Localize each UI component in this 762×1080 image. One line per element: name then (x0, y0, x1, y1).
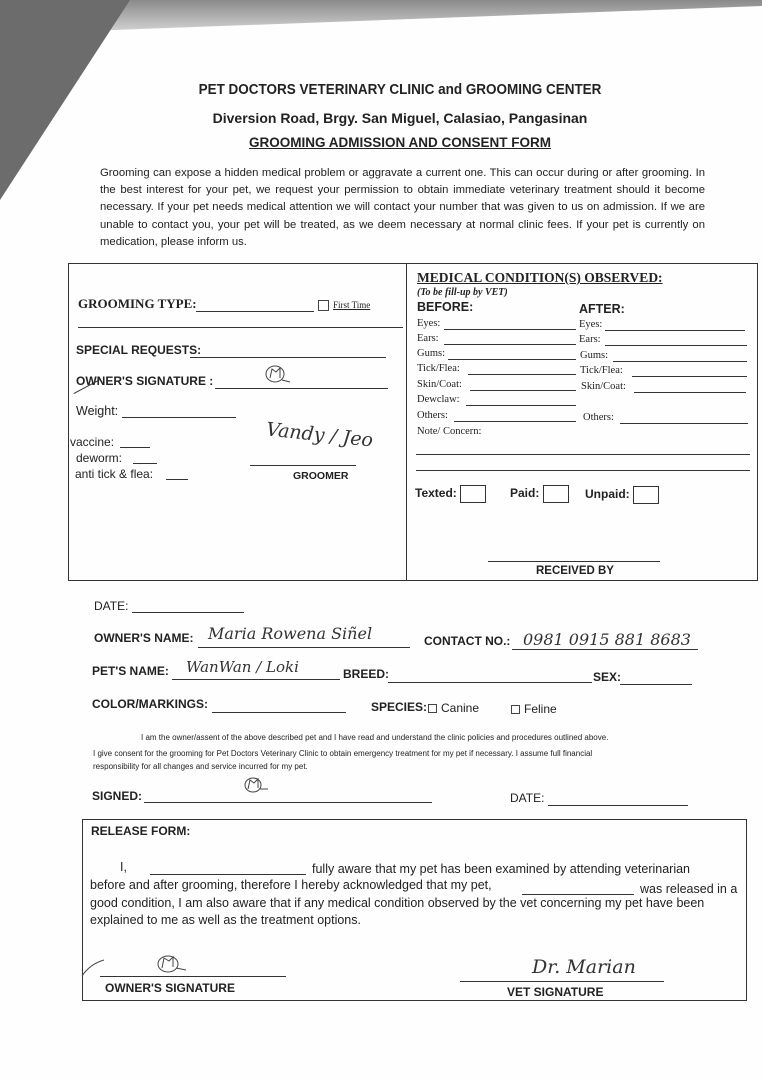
paid-option[interactable] (510, 485, 569, 503)
owner-initials-signature (262, 364, 292, 386)
anti-tick-field[interactable] (166, 479, 188, 480)
signed-field[interactable] (144, 802, 432, 803)
groomer-label: GROOMER (293, 470, 349, 482)
note-line-1[interactable] (416, 454, 750, 455)
date-label: DATE: (94, 599, 129, 613)
weight-field[interactable] (122, 417, 236, 418)
owner-name-label: OWNER'S NAME: (94, 631, 194, 645)
release-owner-signature-mark (80, 950, 190, 980)
sex-label: SEX: (593, 670, 622, 684)
contact-value: 0981 0915 881 8683 (523, 630, 691, 649)
first-time-checkbox[interactable] (318, 300, 329, 311)
after-skincoat-field[interactable] (634, 392, 746, 393)
intro-paragraph: Grooming can expose a hidden medical problem or aggravate a current one. This can occur during or after grooming. In the best interest for your pet, we request your permission to obtain immediate veterinary treatment should it become necessary. If your pet needs medical attention we will contact your number that was given to us on admission. If we are unable to contact you, your pet will be treated, as we deem necessary at normal clinic fees. If your pet is currently on medication, please inform us. (100, 167, 705, 248)
texted-label: Texted: (415, 486, 457, 501)
before-others-field[interactable] (454, 421, 576, 422)
consent-line-2: I give consent for the grooming for Pet Doctors Veterinary Clinic to obtain emergency treatment for my pet if necessary. I assume full financial (93, 749, 593, 758)
release-text-d: was released in a (640, 882, 738, 896)
contact-label: CONTACT NO.: (424, 634, 511, 648)
before-gums-field[interactable] (448, 359, 576, 360)
before-gums-label: Gums: (417, 348, 446, 359)
release-pet-name-field[interactable] (522, 894, 634, 895)
vet-signature-value: Dr. Marian (532, 956, 636, 978)
breed-label: BREED: (343, 667, 390, 681)
color-markings-field[interactable] (212, 712, 346, 713)
note-concern-label: Note/ Concern: (417, 426, 482, 437)
breed-field[interactable] (388, 682, 592, 683)
before-label: BEFORE: (417, 300, 474, 314)
special-requests-field[interactable] (190, 357, 386, 358)
before-eyes-label: Eyes: (417, 318, 441, 329)
pet-name-label: PET'S NAME: (92, 664, 169, 678)
clinic-address: Diversion Road, Brgy. San Miguel, Calasiao, Pangasinan (212, 110, 588, 126)
groomer-field[interactable] (250, 465, 356, 466)
paid-checkbox[interactable] (543, 485, 569, 503)
after-others-label: Others: (583, 412, 614, 423)
after-eyes-label: Eyes: (579, 319, 603, 330)
medical-condition-subtitle: (To be fill-up by VET) (417, 287, 508, 298)
signed-label: SIGNED: (92, 789, 143, 803)
after-ears-label: Ears: (579, 334, 601, 345)
after-label: AFTER: (579, 302, 625, 316)
box-divider (406, 263, 407, 581)
medical-condition-title: MEDICAL CONDITION(S) OBSERVED: (417, 270, 663, 285)
after-eyes-field[interactable] (605, 330, 745, 331)
unpaid-option[interactable] (585, 486, 659, 504)
special-requests-label: SPECIAL REQUESTS: (76, 343, 202, 357)
received-by-label: RECEIVED BY (536, 565, 614, 577)
after-tickflea-field[interactable] (632, 376, 747, 377)
deworm-field[interactable] (133, 463, 157, 464)
before-dewclaw-label: Dewclaw: (417, 394, 460, 405)
after-tickflea-label: Tick/Flea: (580, 365, 623, 376)
feline-checkbox[interactable] (511, 705, 520, 714)
signed-initials-signature (242, 775, 270, 797)
release-text-e: good condition, I am also aware that if any medical condition observed by the vet concerning my pet have been (90, 896, 705, 910)
after-skincoat-label: Skin/Coat: (581, 381, 626, 392)
before-dewclaw-field[interactable] (466, 405, 576, 406)
release-form-title: RELEASE FORM: (91, 824, 191, 838)
release-owner-name-field[interactable] (150, 874, 306, 875)
owner-signature-field[interactable] (215, 388, 388, 389)
vet-signature-label: VET SIGNATURE (507, 985, 604, 999)
pet-name-field[interactable] (172, 679, 340, 680)
unpaid-checkbox[interactable] (633, 486, 659, 504)
canine-label: Canine (441, 701, 480, 715)
consent-line-3: responsibility for all changes and service incurred for my pet. (93, 762, 308, 771)
grooming-type-label: GROOMING TYPE: (78, 296, 197, 311)
clinic-name: PET DOCTORS VETERINARY CLINIC and GROOMING CENTER (198, 82, 602, 98)
before-eyes-field[interactable] (444, 329, 576, 330)
feline-option[interactable] (511, 702, 557, 716)
before-tickflea-field[interactable] (468, 374, 576, 375)
release-text-a: I, (120, 860, 127, 874)
pet-name-value: WanWan / Loki (186, 658, 299, 676)
after-ears-field[interactable] (605, 345, 747, 346)
after-gums-field[interactable] (613, 361, 747, 362)
note-line-2[interactable] (416, 470, 750, 471)
owner-signature-label: OWNER'S SIGNATURE : (76, 374, 214, 388)
before-ears-label: Ears: (417, 333, 439, 344)
vaccine-label: vaccine: (70, 435, 115, 449)
species-label: SPECIES: (371, 700, 428, 714)
consent-line-1: I am the owner/assent of the above described pet and I have read and understand the clinic policies and procedures outlined above. (141, 733, 609, 742)
before-others-label: Others: (417, 410, 448, 421)
contact-field[interactable] (512, 649, 698, 650)
received-by-field[interactable] (488, 561, 660, 562)
canine-checkbox[interactable] (428, 704, 437, 713)
texted-checkbox[interactable] (460, 485, 486, 503)
before-skincoat-label: Skin/Coat: (417, 379, 462, 390)
form-title: GROOMING ADMISSION AND CONSENT FORM (249, 135, 551, 150)
after-others-field[interactable] (620, 423, 748, 424)
release-text-c: before and after grooming, therefore I hereby acknowledged that my pet, (90, 878, 492, 892)
release-owner-signature-label: OWNER'S SIGNATURE (105, 981, 235, 995)
after-gums-label: Gums: (580, 350, 609, 361)
vet-signature-field[interactable] (460, 981, 664, 982)
grooming-type-field[interactable] (196, 311, 314, 312)
owner-name-field[interactable] (198, 647, 410, 648)
release-text-f: explained to me as well as the treatment options. (90, 913, 361, 927)
release-text-b: fully aware that my pet has been examined by attending veterinarian (312, 862, 691, 876)
first-time-option[interactable] (318, 300, 370, 311)
canine-option[interactable] (428, 701, 479, 715)
anti-tick-label: anti tick & flea: (75, 467, 154, 481)
first-time-label: First Time (333, 300, 371, 310)
before-tickflea-label: Tick/Flea: (417, 363, 460, 374)
date-field[interactable] (132, 612, 244, 613)
signed-date-label: DATE: (510, 791, 545, 805)
groomer-value: Vandy / Jeo (265, 418, 375, 452)
sex-field[interactable] (620, 684, 692, 685)
signed-date-field[interactable] (548, 805, 688, 806)
owner-name-value: Maria Rowena Siñel (208, 624, 373, 643)
before-ears-field[interactable] (444, 344, 576, 345)
weight-label: Weight: (76, 404, 119, 418)
unpaid-label: Unpaid: (585, 487, 630, 502)
deworm-label: deworm: (76, 451, 123, 465)
before-skincoat-field[interactable] (470, 390, 576, 391)
vaccine-field[interactable] (120, 447, 150, 448)
color-markings-label: COLOR/MARKINGS: (92, 697, 208, 711)
paid-label: Paid: (510, 486, 540, 501)
grooming-type-line2[interactable] (78, 327, 403, 328)
texted-option[interactable] (415, 485, 486, 503)
feline-label: Feline (524, 702, 557, 716)
